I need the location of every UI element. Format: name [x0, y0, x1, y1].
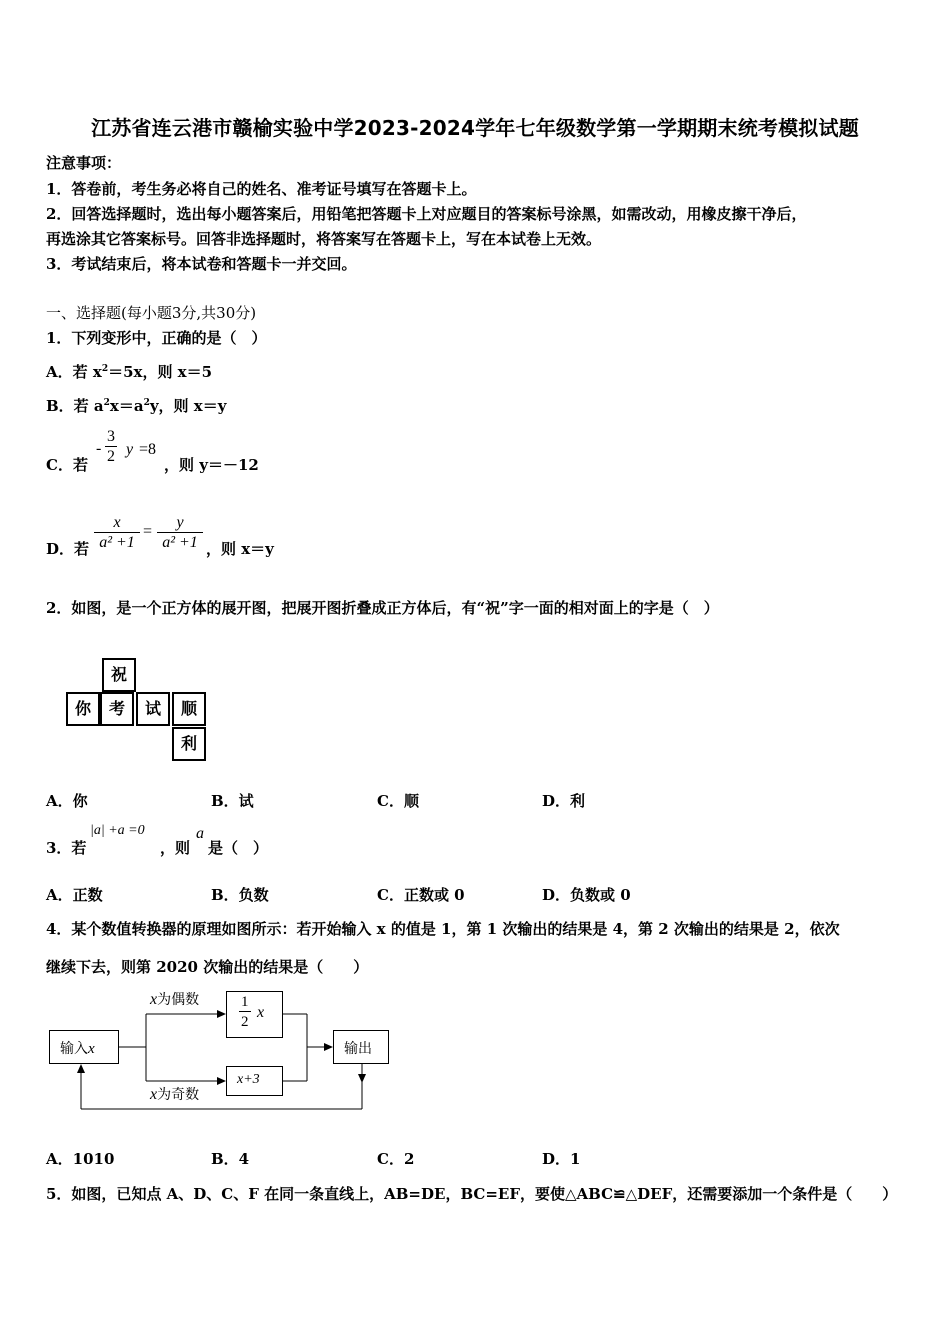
- q3-pre: 3．若: [46, 839, 87, 857]
- q1-d-num1: x: [94, 514, 140, 533]
- q3-var: a: [196, 825, 204, 842]
- net-cell: 利: [172, 727, 206, 761]
- q4-option-c: C．2: [377, 1150, 415, 1168]
- q3-option-a: A．正数: [46, 886, 103, 904]
- q3-expr: |a| +a =0: [90, 823, 145, 838]
- q1-d-num2: y: [157, 514, 203, 533]
- q4-option-b: B．4: [211, 1150, 250, 1168]
- net-cell: 考: [100, 692, 134, 726]
- q1-b-mid: x＝a: [109, 397, 144, 415]
- q2-option-d: D．利: [542, 792, 586, 810]
- notice-item: 3．考试结束后，将本试卷和答题卡一并交回。: [46, 255, 357, 273]
- q1-d-pre: D．若: [46, 540, 90, 558]
- plus-label: x+3: [237, 1072, 260, 1087]
- half-box: [226, 991, 283, 1038]
- q5-stem: 5．如图，已知点 A、D、C、F 在同一条直线上，AB=DE，BC=EF，要使△ABC≌△DEF，还需要添加一个条件是（ ）: [46, 1185, 898, 1203]
- q3-option-b: B．负数: [211, 886, 269, 904]
- q1-c-eq: =8: [139, 441, 157, 458]
- q2-option-a: A．你: [46, 792, 88, 810]
- output-label: 输出: [344, 1041, 372, 1057]
- q1-b-pre: B．若 a: [46, 397, 104, 415]
- q1-c-var: y: [126, 441, 134, 458]
- q2-option-c: C．顺: [377, 792, 419, 810]
- q1-b-sup1: 2: [103, 398, 110, 408]
- q1-c-den: 2: [107, 448, 115, 465]
- q4-line2: 继续下去，则第 2020 次输出的结果是（ ）: [46, 958, 369, 976]
- q1-d-post: ，则 x＝y: [206, 540, 274, 558]
- q1-a-post: ＝5x，则 x＝5: [108, 363, 213, 381]
- q1-c-num: 3: [107, 428, 115, 445]
- q1-a-sup: 2: [101, 364, 109, 374]
- notice-item: 1．答卷前，考生务必将自己的姓名、准考证号填写在答题卡上。: [46, 180, 477, 198]
- notice-heading: 注意事项：: [46, 154, 122, 172]
- q4-line1: 4．某个数值转换器的原理如图所示：若开始输入 x 的值是 1，第 1 次输出的结果是 4，第 2 次输出的结果是 2，依次: [46, 920, 840, 938]
- q1-c-sign: -: [96, 440, 102, 457]
- plus-box: [226, 1066, 283, 1096]
- half-var: x: [257, 1004, 265, 1021]
- notice-item: 2．回答选择题时，选出每小题答案后，用铅笔把答题卡上对应题目的答案标号涂黑，如需改动，用橡皮擦干净后，: [46, 205, 807, 223]
- input-box: [49, 1030, 119, 1064]
- q1-d-eq: =: [143, 523, 153, 540]
- q1-b-sup2: 2: [143, 398, 150, 408]
- even-label: x为偶数: [150, 991, 200, 1008]
- q4-option-a: A．1010: [46, 1150, 115, 1168]
- q1-stem: 1．下列变形中，正确的是（ ）: [46, 329, 267, 347]
- page-title: 江苏省连云港市赣榆实验中学2023-2024学年七年级数学第一学期期末统考模拟试题: [91, 116, 859, 140]
- q1-b-post: y，则 x＝y: [149, 397, 227, 415]
- q3-option-c: C．正数或 0: [377, 886, 465, 904]
- net-cell: 顺: [172, 692, 206, 726]
- net-cell: 你: [66, 692, 100, 726]
- half-fraction: $\frac{1}{2}$: [241, 994, 249, 1030]
- q4-option-d: D．1: [542, 1150, 581, 1168]
- odd-label: x为奇数: [150, 1086, 200, 1103]
- output-box: [333, 1030, 389, 1064]
- q2-option-b: B．试: [211, 792, 254, 810]
- q1-c-post: ，则 y＝－12: [164, 456, 259, 474]
- q1-c-pre: C．若: [46, 456, 88, 474]
- q2-stem: 2．如图，是一个正方体的展开图，把展开图折叠成正方体后，有“祝”字一面的相对面上的字是（ ）: [46, 599, 719, 617]
- q1-d-den1: a² +1: [99, 534, 135, 551]
- q1-d-den2: a² +1: [162, 534, 198, 551]
- q3-post: 是（ ）: [208, 839, 269, 857]
- notice-item: 再选涂其它答案标号。回答非选择题时，将答案写在答题卡上，写在本试卷上无效。: [46, 230, 602, 248]
- q1-a-pre: A．若 x: [46, 363, 102, 381]
- input-label: 输入x: [60, 1041, 95, 1057]
- net-cell: 试: [136, 692, 170, 726]
- net-cell: 祝: [102, 658, 136, 692]
- section-heading: 一、选择题(每小题3分,共30分): [46, 304, 257, 322]
- q3-mid: ，则: [160, 839, 191, 857]
- q3-option-d: D．负数或 0: [542, 886, 631, 904]
